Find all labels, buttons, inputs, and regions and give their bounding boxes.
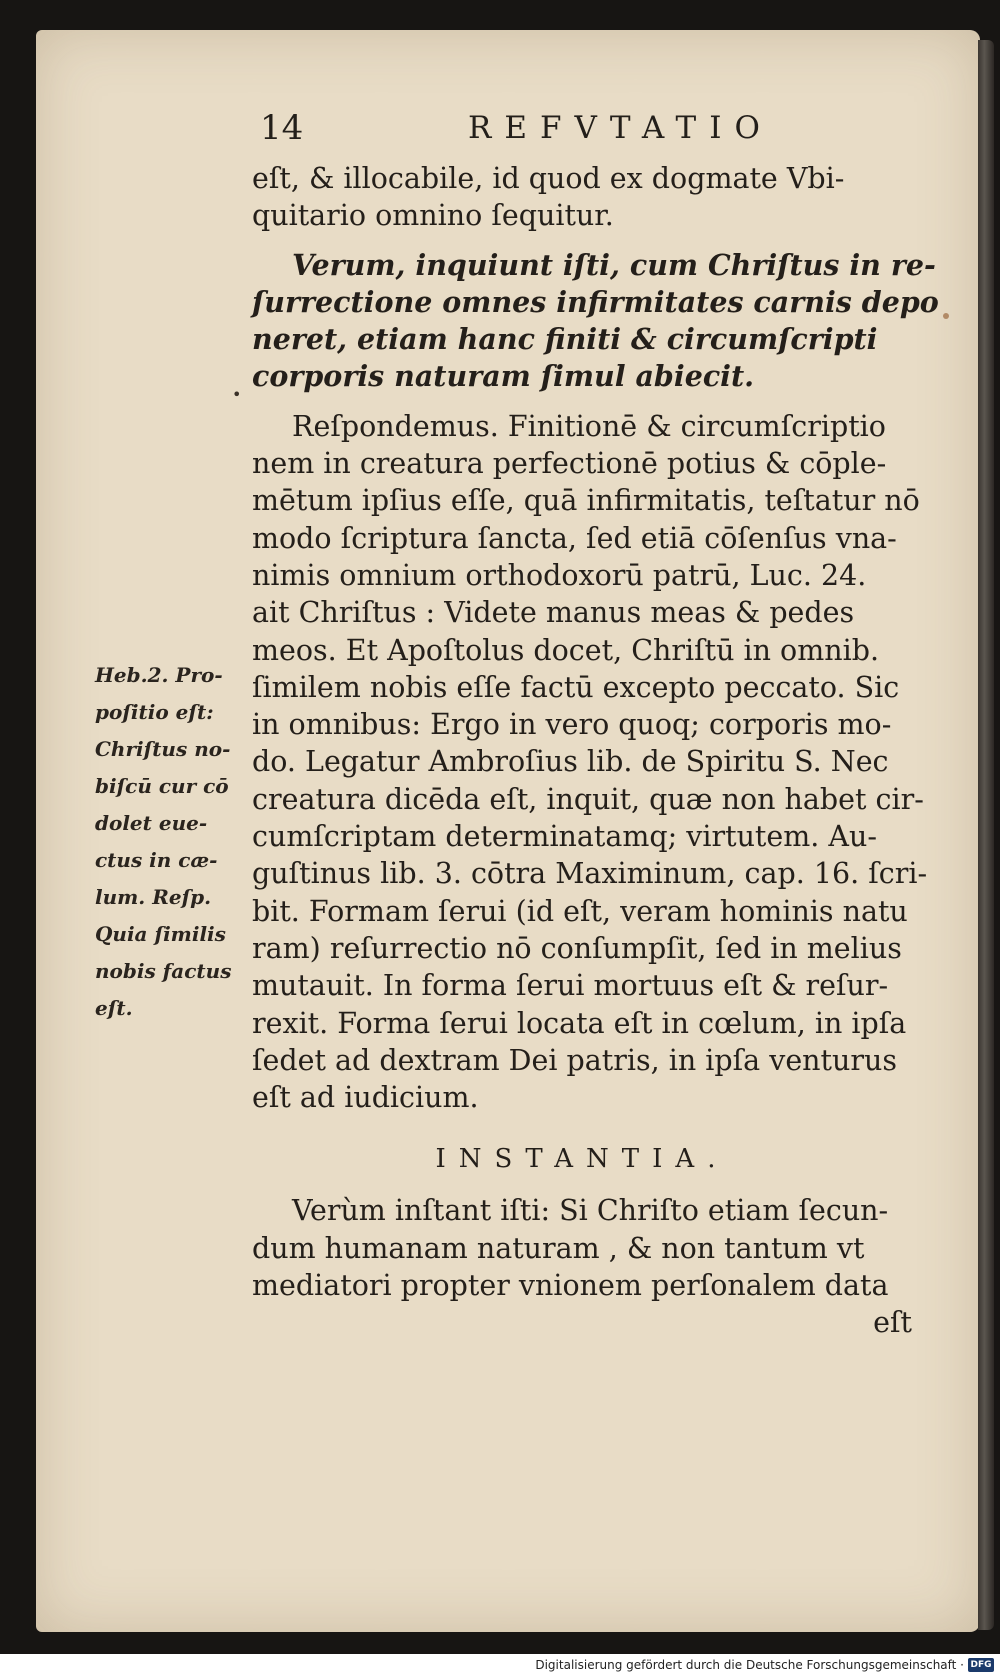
funding-credit: Digitalisierung gefördert durch die Deutsche Forschungsgemeinschaft · [535, 1658, 964, 1672]
text-line: nem in creatura perfectionē potius & cōple- [252, 447, 887, 481]
text-line: eſt ad iudicium. [252, 1081, 479, 1115]
margin-note-line: dolet eue- [95, 811, 208, 835]
objection-line: corporis naturam ſimul abiecit. [252, 359, 755, 394]
text-line: rexit. Forma ſerui locata eſt in cœlum, in ipſa [252, 1006, 907, 1040]
running-title: REFVTATIO [468, 110, 773, 146]
margin-note-line: Heb.2. Pro- [95, 663, 223, 687]
footer-bar [0, 1654, 1000, 1677]
text-line: creatura dicēda eſt, inquit, quæ non habet cir- [252, 782, 924, 816]
margin-note-line: lum. Reſp. [95, 885, 212, 909]
page-header [260, 108, 773, 158]
text-line: do. Legatur Ambroſius lib. de Spiritu S. Nec [252, 745, 889, 779]
text-line: Verùm inſtant iſti: Si Chriſto etiam ſecun- [292, 1194, 889, 1228]
text-line: cumſcriptam determinatamq; virtutem. Au- [252, 820, 877, 854]
section-heading: INSTANTIA. [435, 1144, 729, 1175]
text-line: ſedet ad dextram Dei patris, in ipſa venturus [252, 1043, 897, 1077]
objection-line: neret, etiam hanc finiti & circumſcripti [252, 322, 878, 357]
text-line: in omnibus: Ergo in vero quoq; corporis mo- [252, 708, 892, 742]
margin-note [95, 657, 245, 1027]
text-line: quitario omnino ſequitur. [252, 199, 614, 233]
text-line: modo ſcriptura ſancta, ſed etiā cōſenſus vna- [252, 521, 897, 555]
text-line: dum humanam naturam , & non tantum vt [252, 1231, 865, 1265]
paper-stain [943, 313, 949, 319]
margin-note-line: biſcū cur cō [95, 774, 229, 798]
margin-note-line: ctus in cæ- [95, 848, 218, 872]
text-line: nimis omnium orthodoxorū patrū, Luc. 24. [252, 558, 867, 592]
marginal-mark: • [232, 385, 242, 404]
text-line: bit. Formam ſerui (id eſt, veram hominis natu [252, 894, 908, 928]
dfg-logo-icon: DFG [968, 1658, 994, 1672]
text-line: ram) reſurrectio nō conſumpſit, ſed in melius [252, 931, 902, 965]
catchword: eſt [873, 1306, 912, 1340]
text-line: mētum ipſius eſſe, quā infirmitatis, teſtatur nō [252, 484, 920, 518]
margin-note-line: poſitio eſt: [95, 700, 214, 724]
text-line: eſt, & illocabile, id quod ex dogmate Vbi- [252, 162, 845, 195]
margin-note-line: Quia ſimilis [95, 922, 226, 946]
text-line: mediatori propter vnionem perſonalem data [252, 1269, 889, 1303]
text-line: Reſpondemus. Finitionē & circumſcriptio [292, 409, 886, 443]
text-line: mutauit. In forma ſerui mortuus eſt & reſur- [252, 969, 889, 1003]
objection-line: Verum, inquiunt iſti, cum Chriſtus in re- [292, 247, 936, 282]
main-text [252, 160, 939, 1342]
text-line: ſimilem nobis eſſe factū excepto peccato. Sic [252, 670, 900, 704]
page-number: 14 [260, 108, 304, 148]
text-line: meos. Et Apoſtolus docet, Chriſtū in omnib. [252, 633, 880, 667]
margin-note-line: nobis factus [95, 959, 232, 983]
objection-line: ſurrectione omnes infirmitates carnis depo [252, 284, 939, 319]
text-line: ait Chriſtus : Videte manus meas & pedes [252, 596, 855, 630]
margin-note-line: eſt. [95, 996, 133, 1020]
book-edge [978, 40, 994, 1630]
margin-note-line: Chriſtus no- [95, 737, 231, 761]
text-line: guſtinus lib. 3. cōtra Maximinum, cap. 16. ſcri- [252, 857, 928, 891]
